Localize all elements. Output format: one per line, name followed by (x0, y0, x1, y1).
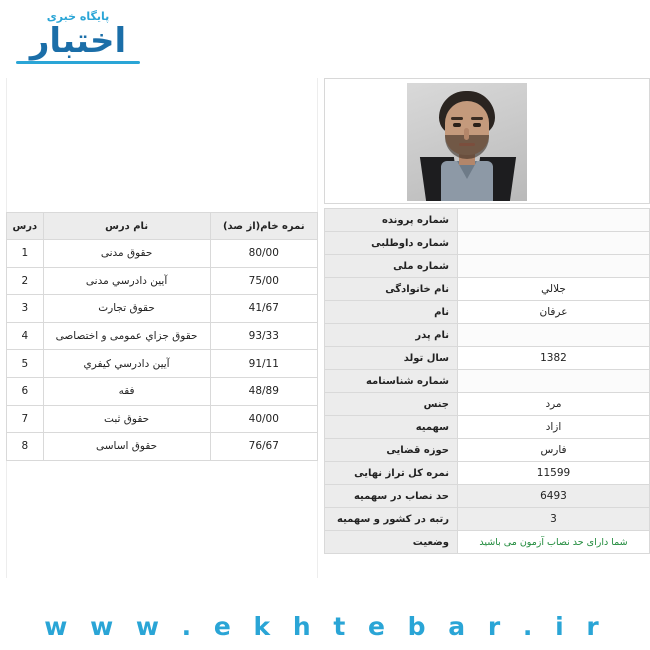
table-row (7, 295, 318, 323)
info-value: 11599 (458, 462, 650, 485)
table-row (7, 377, 318, 405)
cell-score: 91/11 (210, 350, 317, 378)
info-label: حد نصاب در سهمیه (325, 485, 458, 508)
info-row (325, 485, 650, 508)
info-label: شماره پرونده (325, 209, 458, 232)
info-value: 3 (458, 508, 650, 531)
cell-course-number: 7 (7, 405, 44, 433)
info-value: 1382 (458, 347, 650, 370)
cell-course-number: 3 (7, 295, 44, 323)
cell-course-name: حقوق جزاي عمومی و اختصاصی (43, 322, 210, 350)
info-row (325, 278, 650, 301)
cell-course-number: 5 (7, 350, 44, 378)
info-row (325, 324, 650, 347)
info-row (325, 370, 650, 393)
info-label: جنس (325, 393, 458, 416)
table-row (7, 350, 318, 378)
info-row (325, 531, 650, 554)
info-label: شماره داوطلبی (325, 232, 458, 255)
info-value (458, 209, 650, 232)
logo-box (12, 10, 144, 68)
info-label: سهمیه (325, 416, 458, 439)
table-row (7, 267, 318, 295)
info-value: فارس (458, 439, 650, 462)
cell-score: 80/00 (210, 240, 317, 268)
info-value: شما دارای حد نصاب آزمون می باشید (458, 531, 650, 554)
site-logo (0, 4, 650, 76)
info-value: 6493 (458, 485, 650, 508)
cell-score: 40/00 (210, 405, 317, 433)
logo-underline (16, 61, 140, 64)
info-label: نام پدر (325, 324, 458, 347)
info-label: حوزه قضایی (325, 439, 458, 462)
cell-course-name: حقوق ثبت (43, 405, 210, 433)
info-value (458, 255, 650, 278)
candidate-photo (407, 83, 527, 201)
scores-header-row (7, 213, 318, 240)
info-value: ازاد (458, 416, 650, 439)
photo-frame (324, 78, 650, 204)
cell-score: 75/00 (210, 267, 317, 295)
info-row (325, 393, 650, 416)
cell-course-number: 6 (7, 377, 44, 405)
cell-score: 48/89 (210, 377, 317, 405)
header-course-name: نام درس (43, 213, 210, 240)
cell-course-name: حقوق مدنی (43, 240, 210, 268)
info-value (458, 370, 650, 393)
info-value: مرد (458, 393, 650, 416)
personal-info-table (324, 208, 650, 554)
info-row (325, 508, 650, 531)
cell-score: 93/33 (210, 322, 317, 350)
scores-table (6, 212, 318, 461)
info-label: نام (325, 301, 458, 324)
table-row (7, 433, 318, 461)
info-row (325, 462, 650, 485)
logo-main-text: اختبار (29, 21, 127, 61)
cell-course-name: آیین دادرسي کیفري (43, 350, 210, 378)
info-row (325, 255, 650, 278)
footer-url: w w w . e k h t e b a r . i r (44, 612, 606, 641)
info-value: جلالي (458, 278, 650, 301)
header-score: نمره خام(از صد) (210, 213, 317, 240)
cell-course-number: 8 (7, 433, 44, 461)
logo-top-text: پایگاه خبری (46, 10, 110, 23)
cell-course-number: 4 (7, 322, 44, 350)
cell-course-number: 1 (7, 240, 44, 268)
info-value (458, 324, 650, 347)
cell-course-name: حقوق اساسی (43, 433, 210, 461)
info-value (458, 232, 650, 255)
info-row (325, 209, 650, 232)
info-label: شماره شناسنامه (325, 370, 458, 393)
info-label: شماره ملی (325, 255, 458, 278)
info-label: نام خانوادگی (325, 278, 458, 301)
info-label: وضعیت (325, 531, 458, 554)
info-label: نمره کل تراز نهایی (325, 462, 458, 485)
info-row (325, 232, 650, 255)
header-course-number: درس (7, 213, 44, 240)
cell-course-number: 2 (7, 267, 44, 295)
info-label: رتبه در کشور و سهمیه (325, 508, 458, 531)
info-label: سال تولد (325, 347, 458, 370)
info-row (325, 439, 650, 462)
table-row (7, 322, 318, 350)
cell-course-name: فقه (43, 377, 210, 405)
cell-score: 41/67 (210, 295, 317, 323)
cell-course-name: حقوق تجارت (43, 295, 210, 323)
info-value: عرفان (458, 301, 650, 324)
info-row (325, 416, 650, 439)
table-row (7, 405, 318, 433)
info-row (325, 347, 650, 370)
table-row (7, 240, 318, 268)
cell-score: 76/67 (210, 433, 317, 461)
info-row (325, 301, 650, 324)
cell-course-name: آیین دادرسي مدنی (43, 267, 210, 295)
